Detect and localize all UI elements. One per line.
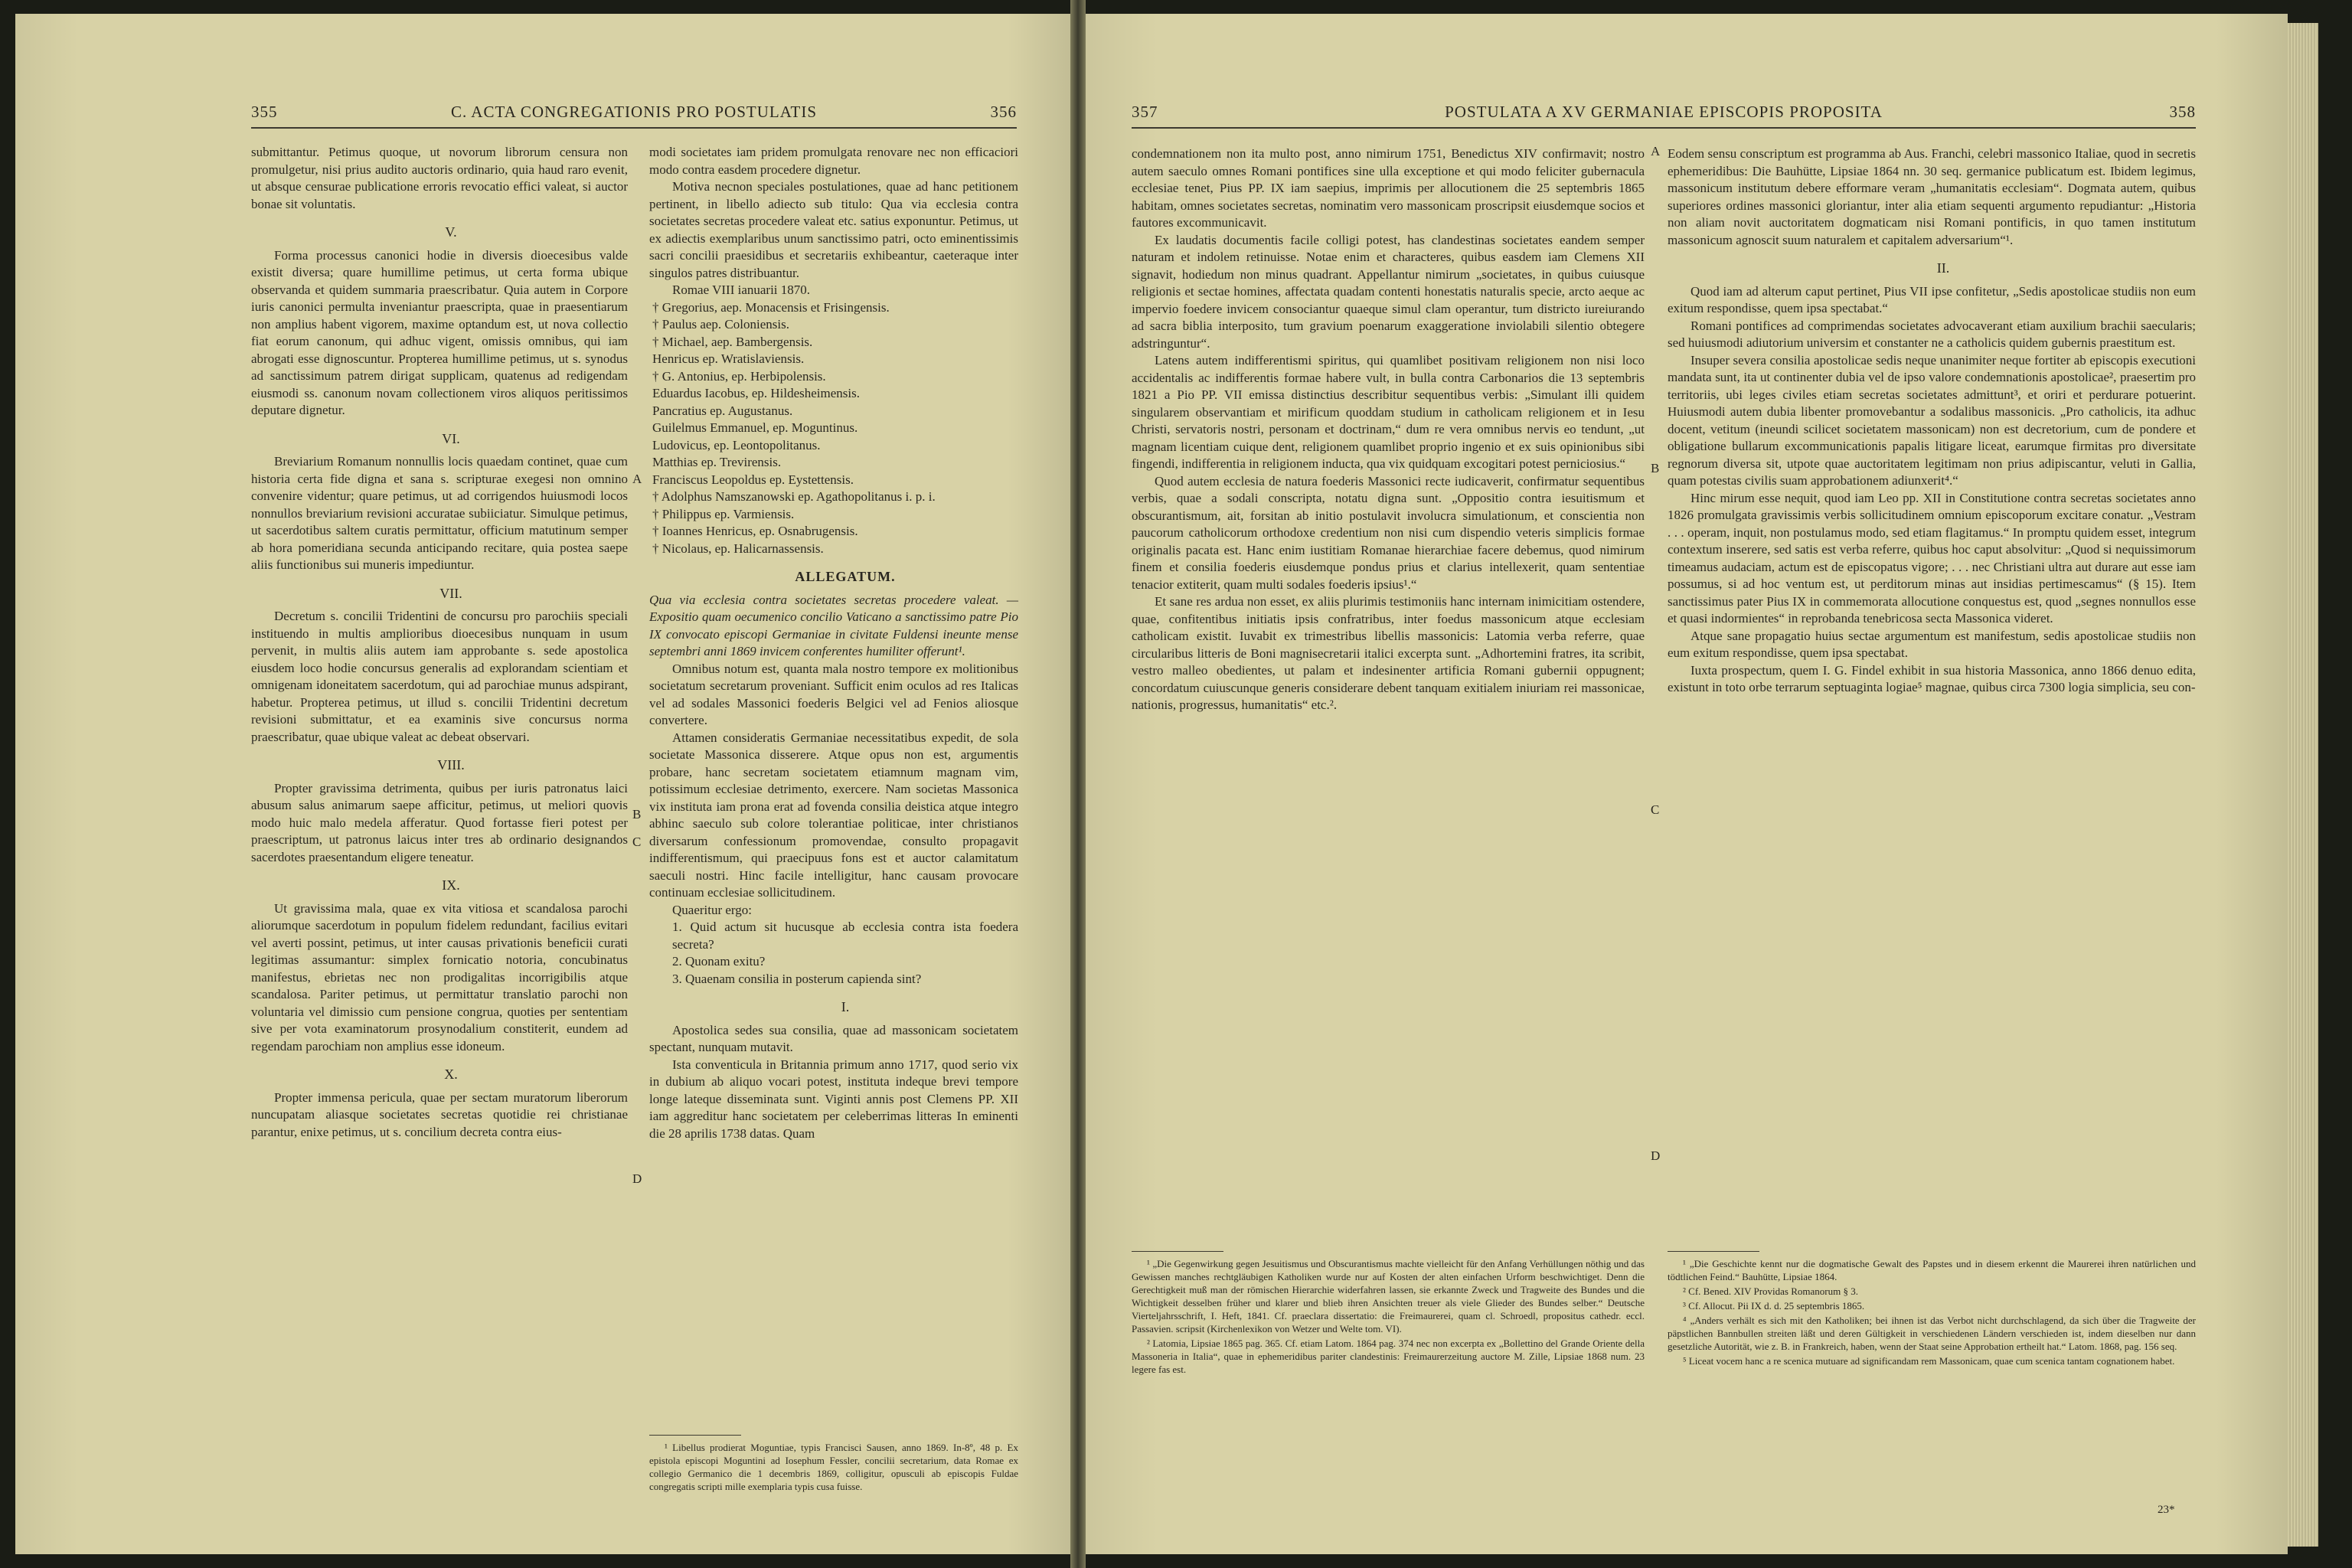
paragraph: Romae VIII ianuarii 1870. — [672, 283, 811, 297]
paragraph: Quaeritur ergo: — [672, 902, 753, 917]
right-head-rule — [1132, 127, 2196, 129]
paragraph: Hinc mirum esse nequit, quod iam Leo pp. XII in Constitutione contra secretas societates anno 1826 promulgata gravissimis verbis sollicitudinem omnium episcoporum excitare conatur. „Vestram . . . operam, inquit, non postulamus modo, sed etiam flagitamus.“ In promptu quidem esset, integrum contextum inserere, sed satis est verba referre, quibus hoc caput absolvitur: „Quod si nequissimorum timeamus audaciam, actum est de episcopatus vigore; . . . nec Christiani ultra aut durare aut esse iam possumus, si ad hoc ventum est, ut perditorum minas aut insidias pertimescamus“ (§ 15). Item sanctissimus pater Pius IX in commemorata allocutione conquestus est, quod „segnes nonnullos esse et quasi indormientes“ in reprobanda tenebricosa secta Massonica videret. — [1668, 490, 2196, 626]
paragraph: Eodem sensu conscriptum est programma ab Aus. Franchi, celebri massonico Italiae, quod in secretis ephemeridibus: Die Bauhütte, Lipsiae 1864 nn. 30 seq. germanice publicatum est. Ibidem legimus, massonicum institutum debere efformare veram „humanitatis ecclesiam“. Dogmata autem, quibus superiores ordines massonici gloriantur, inter alia etiam sequenti argumento repudiantur: „Historia non aliam novit auctoritatem dogmaticam nisi Romani pontificis, in quo tamen institutum massonicum agnoscit suum naturalem et capitalem adversarium“¹. — [1668, 146, 2196, 247]
book-gutter — [1070, 0, 1086, 1568]
left-running-title: C. ACTA CONGREGATIONIS PRO POSTULATIS — [450, 103, 818, 121]
paragraph: Quod autem ecclesia de natura foederis Massonici recte iudicaverit, confirmatur sequentibus verbis, quae a sodali conscripta, notatu digna sunt. „Oppositio contra iesuitismum et obscurantismum, ait, forsitan ab initio postulavit involucra simulationum, et conscientia non paucorum catholicorum orthodoxe credentium non nisi cum dispendio veteris simplicis formae originalis pacata est. Hanc enim iustitiam Romanae hierarchiae facere debemus, quod nimirum finem et consilia foederis eiusdemque pondus prius et clarius intellexerit, quam sententiae tenacior extiterit, quam multi sodales foederis ipsius¹.“ — [1132, 473, 1645, 592]
left-column-1 — [251, 144, 628, 1141]
paragraph: Ut gravissima mala, quae ex vita vitiosa et scandalosa parochi aliorumque sacerdotum in populum fidelem redundant, facilius evitari vel averti possint, petimus, ut inter causas privationis beneficii curati legitimas assumantur: simplex fornicatio notoria, concubinatus manifestus, ebrietas nec non prodigalitas incorrigibilis atque scandalosa. Pariter petimus, ut permittatur translatio parochi non voluntaria vel dimissio cum pensione congrua, quoties per sententiam sive per vota examinatorum prosynodalium constiterit, eundem ad regendam parochiam non amplius esse idoneum. — [251, 900, 628, 1054]
left-page-number: 355 — [251, 103, 278, 121]
left-page — [15, 14, 1070, 1554]
paragraph: Atque sane propagatio huius sectae argumentum est manifestum, sedis apostolicae studiis non eum exitum respondisse, quem ipsa spectabat. — [1668, 628, 2196, 660]
left-footnote-rule — [649, 1435, 741, 1436]
footnote: ³ Cf. Allocut. Pii IX d. d. 25 septembris 1865. — [1683, 1300, 1865, 1312]
signatory-line: Henricus ep. Wratislaviensis. — [652, 351, 805, 366]
signatory-line: Franciscus Leopoldus ep. Eystettensis. — [652, 472, 854, 487]
left-margin-marker-d: D — [632, 1171, 642, 1186]
right-footnote-rule-2 — [1668, 1251, 1759, 1252]
section-heading: IX. — [442, 877, 460, 893]
section-heading: II. — [1936, 260, 1950, 276]
signatory-line: † Ioannes Henricus, ep. Osnabrugensis. — [652, 524, 858, 538]
footnote: ⁴ „Anders verhält es sich mit den Katholiken; bei ihnen ist das Verbot nicht durchschlagend, da sich über die Tragweite der päpstlichen Bannbullen streiten läßt und deren Gültigkeit in verschiedenen Ländern verschieden ist, indem dieselben nur dann gesetzliche Autorität, wie z. B. in Frankreich, haben, wenn der Staat seine Approbation ertheilt hat.“ Latom. 1868, pag. 156 seq. — [1668, 1315, 2196, 1352]
paragraph: Latens autem indifferentismi spiritus, qui quamlibet positivam religionem non nisi loco accidentalis ac indifferentis formae habere vult, in bulla contra Carbonarios die 13 septembris 1821 a Pio PP. VII emissa distinctius describitur sequentibus verbis: „Simulant illi quidem singularem observantiam et mirificum quoddam studium in catholicam religionem et in Iesu Christi, servatoris nostri, personam et doctrinam,“ dum re vera omnibus nervis eo tendunt, „ut magnam licentiam cuique dent, religionem quamlibet proprio ingenio et ex suis opinionibus sibi fingendi, indifferentia in religionem inducta, qua vix quidquam excogitari potest perniciosius.“ — [1132, 353, 1645, 471]
signatory-line: Ludovicus, ep. Leontopolitanus. — [652, 437, 821, 452]
paragraph: Forma processus canonici hodie in diversis dioecesibus valde existit diversa; quare humillime petimus, ut certa forma ubique observanda et quidem summaria praescribatur. Quia autem in Corpore iuris canonici permulta inveniantur praescripta, quae in praesentiarum non amplius habent vigorem, maxime optandum est, ut nova collectio fiat eorum canonum, qui adhuc vigent, omissis omnibus, qui iam abrogati esse dignoscuntur. Propterea humillime petimus, ut s. synodus ad sanctissimum patrem dirigat supplicam, quatenus ad redigendam eiusmodi ss. canonum novam collectionem viros aliquos peritissimos deputare dignetur. — [251, 247, 628, 417]
section-heading: VII. — [439, 585, 462, 601]
left-margin-marker-c: C — [632, 835, 642, 849]
right-footnotes-1 — [1132, 1257, 1645, 1377]
right-page-number: 357 — [1132, 103, 1158, 121]
allegatum-title: Qua via ecclesia contra societates secretas procedere valeat. — Expositio quam oecumenico concilio Vaticano a sanctissimo patre Pio IX convocato episcopi Germaniae in civitate Fuldensi ineunte mense septembri anni 1869 invicem conferentes humiliter offerunt¹. — [649, 592, 1018, 658]
footnote: ² Cf. Bened. XIV Providas Romanorum § 3. — [1683, 1285, 1858, 1297]
paragraph: Ex laudatis documentis facile colligi potest, has clandestinas societates eandem semper naturam et indolem retinuisse. Notae enim et characteres, quibus easdem iam Clemens XII signavit, hodiedum non minus quadrant. Appellantur nimirum „societates, in quibus cuiusque religionis et sectae homines, affectata quadam contenti honestatis naturalis specie, arcto aeque ac impervio foedere invicem consociantur quaeque simul clam operantur, tum districto iureiurando ad sacra biblia interposito, tum gravium poenarum exaggeratione inviolabili silentio obtegere adstringuntur“. — [1132, 232, 1645, 351]
signatory-line: Eduardus Iacobus, ep. Hildesheimensis. — [652, 386, 860, 400]
section-heading: I. — [841, 999, 850, 1014]
left-margin-marker-a: A — [632, 472, 642, 486]
right-page-number-inner: 358 — [2169, 103, 2196, 121]
left-column-2 — [649, 144, 1018, 1142]
signature-mark: 23* — [2158, 1504, 2175, 1516]
right-footnote-rule-1 — [1132, 1251, 1223, 1252]
paragraph: modi societates iam pridem promulgata renovare nec non efficaciori modo contra easdem procedere dignetur. — [649, 145, 1018, 177]
paragraph: Propter immensa pericula, quae per sectam muratorum liberorum nuncupatam aliasque societates secretas quotidie rei christianae parantur, enixe petimus, ut s. concilium decreta contra eius- — [251, 1089, 628, 1139]
section-heading: VI. — [442, 430, 460, 446]
signatory-line: † Nicolaus, ep. Halicarnassensis. — [652, 541, 824, 556]
left-footnotes — [649, 1441, 1018, 1494]
signatory-line: † Adolphus Namszanowski ep. Agathopolitanus i. p. i. — [652, 489, 936, 504]
paragraph: Insuper severa consilia apostolicae sedis neque unanimiter neque fortiter ab episcopis executioni mandata sunt, ita ut continenter dubia vel de ipso valore condemnationis apostolicae², praesertim pro territoriis, ubi leges civiles etiam secretas societates admittunt³, et oriri et perdurare potuerint. Huiusmodi autem dubia libenter promovebantur a sodalibus massonicis. „Pro catholicis, ita adhuc docent, vetitum (ineundi scilicet societatem massonicam) non est decretorium, cum de pondere et obligatione bullarum excommunicationis papalis litigare liceat, earumque firmitas pro diversitate regnorum diversa sit, utpote quae auctoritatem legitimam non prius adipiscantur, veluti in Gallia, quam potestas civilis suam approbationem adiunxerit⁴.“ — [1668, 352, 2196, 488]
paragraph: Decretum s. concilii Tridentini de concursu pro parochiis speciali instituendo in multis amplioribus dioecesibus nunquam in usum pervenit, in multis aliis autem iam approbante s. sede apostolica eiusdem loco hodie concursus generalis ad explorandam scientiam et omnigenam idoneitatem sacerdotum, qui ad parochiae munus adspirant, habetur. Propterea petimus, ut illud s. concilii Tridentini decretum revisioni submittatur, et ea examinis sive concursus norma praescribatur, quae ubique valeat ac debeat observari. — [251, 609, 628, 744]
paragraph: Breviarium Romanum nonnullis locis quaedam continet, quae cum historia certa fide digna et sana s. scripturae exegesi non omnino convenire videntur; quare petimus, ut ad corrigendos huiusmodi locos nonnullos breviarium revisioni accuratae subiiciatur. Simulque petimus, ut sacerdotibus saltem curatis permittatur, officium matutinum semper ab hora pomeridiana secunda anticipando recitare, quia postea saepe aliis functionibus sui muneris impediuntur. — [251, 454, 628, 572]
paragraph: Quod iam ad alterum caput pertinet, Pius VII ipse confitetur, „Sedis apostolicae studiis non eum exitum respondisse, quem ipsa spectabat.“ — [1668, 283, 2196, 315]
footnote: ⁵ Liceat vocem hanc a re scenica mutuare ad significandam rem Massonicam, quae cum scenica tantam cognationem habet. — [1683, 1355, 2175, 1367]
left-head-rule — [251, 127, 1017, 129]
paragraph: submittantur. Petimus quoque, ut novorum librorum censura non promulgetur, nisi prius audito auctoris ordinario, quia haud raro evenit, ut absque censurae publicatione erroris revocatio effici valeat, si auctor bonae sit voluntatis. — [251, 145, 628, 211]
paragraph: Omnibus notum est, quanta mala nostro tempore ex molitionibus societatum secretarum proveniant. Sufficit enim oculos ad res Italicas vel ad sodales Massonici foederis Belgici vel ad Fenios aliosque convertere. — [649, 661, 1018, 727]
signatory-line: † Michael, aep. Bambergensis. — [652, 334, 813, 349]
right-margin-marker-c: C — [1651, 802, 1660, 817]
signatory-line: † Philippus ep. Varmiensis. — [652, 506, 795, 521]
paragraph: Propter gravissima detrimenta, quibus per iuris patronatus laici abusum salus animarum saepe afficitur, petimus, ut meliori quovis modo huic malo medela afferatur. Quod fortasse fieri potest per praescriptum, ut patronus laicus inter tres ab ordinario designandos sacerdotes praesentandum eligere teneatur. — [251, 780, 628, 864]
signatory-line: Matthias ep. Trevirensis. — [652, 455, 782, 469]
signatory-line: † G. Antonius, ep. Herbipolensis. — [652, 368, 826, 384]
footnote: ² Latomia, Lipsiae 1865 pag. 365. Cf. etiam Latom. 1864 pag. 374 nec non excerpta ex „Bollettino del Grande Oriente della Massoneria in Italia“, quae in ephemeridibus pariter clandestinis: Freimaurerzeitung auctore M. Zille, Lipsiae 1868 num. 23 legere fas est. — [1132, 1338, 1645, 1375]
paragraph: Attamen consideratis Germaniae necessitatibus expedit, de sola societate Massonica disserere. Atque opus non est, argumentis probare, hanc secretam societatem etiamnum magnam vim, potissimum ecclesiae detrimento, exercere. Nam societas Massonica vix instituta iam prona erat ad fovenda consilia deistica atque integro abhinc saeculo sub colore tolerantiae politicae, inter christianos diversarum confessionum promovendae, consulto propagavit indifferentismum, qui praecipuus fons est et auctor calamitatum saeculi nostri. Hinc facile intelligitur, hanc causam provocare continuam ecclesiae sollicitudinem. — [649, 730, 1018, 900]
paragraph: Romani pontifices ad comprimendas societates advocaverant etiam auxilium brachii saecularis; sed huiusmodi adiutorium universim et constanter ne a catholicis quidem gubernis praestitum est. — [1668, 318, 2196, 350]
left-running-head — [251, 103, 1017, 122]
paragraph: Motiva necnon speciales postulationes, quae ad hanc petitionem pertinent, in libello adiecto sub titulo: Qua via ecclesia contra societates secretas procedere valeat etc. satius exponuntur. Petimus, ut ex adiectis exemplaribus unum sanctissimo patri, octo eminentissimis sacri concilii praesidibus et secretariis exhibeantur, caeteraque inter singulos patres distribuantur. — [649, 179, 1018, 280]
paragraph: Apostolica sedes sua consilia, quae ad massonicam societatem spectant, nunquam mutavit. — [649, 1022, 1018, 1054]
section-heading: VIII. — [437, 757, 465, 773]
paragraph: Et sane res ardua non esset, ex aliis plurimis testimoniis hanc internam inimicitiam ostendere, quae, confitentibus initiatis ipsis confratribus, inter foedus massonicum atque ecclesiam catholicam existit. Iuvabit ex trimestribus libellis massonicis: Latomia verba referre, quae circularibus litteris de Boni magnisecretarii italici excerpta sunt. „Adhortemini fratres, ita scribit, vestro malleo obedientes, ut palam et indesinenter artificia Romani gubernii oppugnent; concordatum cuiuscunque generis considerare debent tanquam exitialem iniuriam rei massonicae, nationis, progressus, humanitatis“ etc.². — [1132, 594, 1645, 712]
section-heading: ALLEGATUM. — [795, 569, 896, 584]
signatory-line: † Paulus aep. Coloniensis. — [652, 317, 789, 332]
footnote: ¹ Libellus prodierat Moguntiae, typis Francisci Sausen, anno 1869. In-8º, 48 p. Ex epistola episcopi Moguntini ad Iosephum Fessler, concilii secretarium, data Romae ex collegio Germanico die 1 decembris 1869, colligitur, opusculi ab episcopis Fuldae congregatis scripti mille exemplaria typis cusa fuisse. — [649, 1442, 1018, 1492]
right-page — [1086, 14, 2288, 1554]
right-column-1 — [1132, 145, 1645, 714]
signatory-line: Guilelmus Emmanuel, ep. Moguntinus. — [652, 420, 858, 435]
left-margin-marker-b: B — [632, 807, 642, 822]
right-footnotes-2 — [1668, 1257, 2196, 1369]
right-margin-marker-d: D — [1651, 1148, 1661, 1163]
left-page-number-inner: 356 — [990, 103, 1017, 121]
signatory-line: † Gregorius, aep. Monacensis et Frisingensis. — [652, 299, 890, 315]
question-item: 3. Quaenam consilia in posterum capienda sint? — [672, 971, 922, 986]
paragraph: condemnationem non ita multo post, anno nimirum 1751, Benedictus XIV confirmavit; nostro autem saeculo omnes Romani pontifices sine ulla exceptione et qui modo feliciter gubernacula ecclesiae tenet, Pius PP. IX iam saepius, imprimis per allocutionem die 25 septembris 1865 habitam, omnes societates secretas, nominatim vero massonicam proscripsit eiusdemque socios et fautores excommunicavit. — [1132, 146, 1645, 230]
footnote: ¹ „Die Gegenwirkung gegen Jesuitismus und Obscurantismus machte vielleicht für den Anfang Verhüllungen nöthig und das Gewissen manches rechtgläubigen Katholiken wurde nur auf Kosten der alten einfachen Urform beschwichtiget. Denn die Gerechtigkeit muß man der römischen Hierarchie widerfahren lassen, sie erkannte Zweck und Tragweite des Bundes und die Wichtigkeit desselben früher und klarer und blieb ihren Ansichten treuer als viele Glieder des Bundes selber.“ Deutsche Vierteljahrsschrift, I. Heft, 1841. Cf. praeclara dissertatio: die Freimaurerei, quam cl. Schroedl, propositus cathedr. eccl. Passavien. scripsit (Kirchenlexikon von Wetzer und Welte tom. VI). — [1132, 1258, 1645, 1334]
footnote: ¹ „Die Geschichte kennt nur die dogmatische Gewalt des Papstes und in diesem erkennt die Maurerei ihren natürlichen und tödtlichen Feind.“ Bauhütte, Lipsiae 1864. — [1668, 1258, 2196, 1282]
question-item: 1. Quid actum sit hucusque ab ecclesia contra ista foedera secreta? — [672, 920, 1018, 952]
right-column-2 — [1668, 145, 2196, 697]
section-heading: X. — [444, 1067, 458, 1082]
question-item: 2. Quonam exitu? — [672, 954, 766, 969]
paragraph: Ista conventicula in Britannia primum anno 1717, quod serio vix in dubium ab aliquo vocari potest, instituta indeque brevi tempore longe lateque disseminata sunt. Viginti annis post Clemens PP. XII iam aggreditur hanc societatem per celeberrimas litteras In eminenti die 28 aprilis 1738 datas. Quam — [649, 1057, 1018, 1141]
page-edge — [2288, 23, 2318, 1547]
right-margin-marker-b: B — [1651, 461, 1660, 475]
right-running-head — [1132, 103, 2196, 122]
right-running-title: POSTULATA A XV GERMANIAE EPISCOPIS PROPOSITA — [1445, 103, 1883, 121]
right-margin-marker-a: A — [1651, 144, 1661, 158]
paragraph: Iuxta prospectum, quem I. G. Findel exhibit in sua historia Massonica, anno 1866 denuo edita, existunt in toto orbe terrarum septuaginta logiae⁵ magnae, quibus circa 7300 logia simplicia, seu con- — [1668, 662, 2196, 694]
signatory-line: Pancratius ep. Augustanus. — [652, 403, 793, 418]
section-heading: V. — [445, 224, 457, 240]
